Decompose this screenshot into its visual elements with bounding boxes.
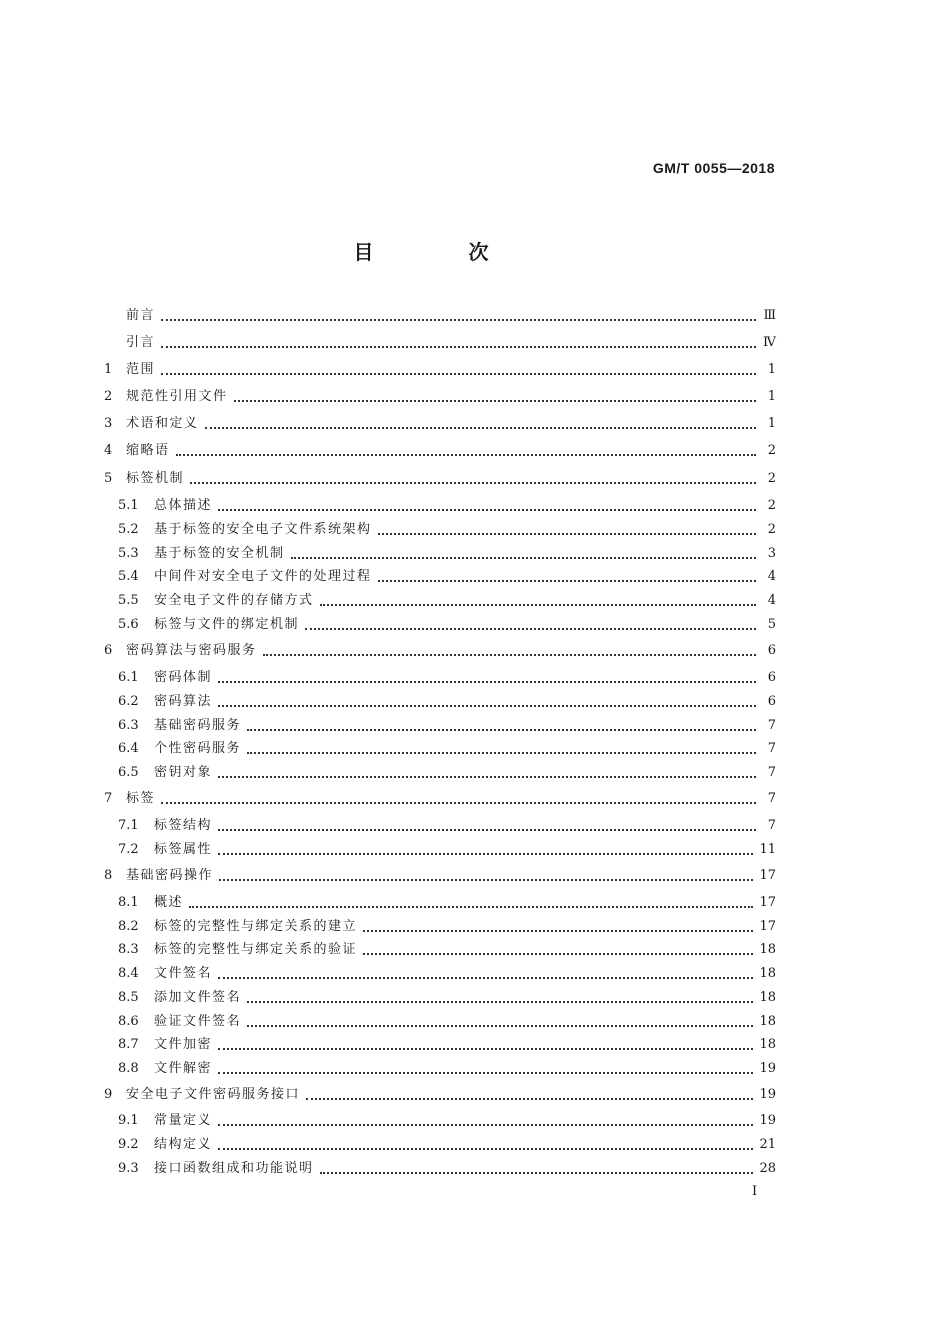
- toc-leader-dots: [161, 372, 756, 375]
- toc-leader-dots: [218, 828, 756, 831]
- toc-entry-label: 个性密码服务: [154, 741, 242, 756]
- toc-leader-dots: [190, 481, 756, 484]
- toc-entry[interactable]: [118, 1037, 776, 1053]
- toc-entry-label: 规范性引用文件: [126, 389, 228, 404]
- toc-entry-number: 8.7: [118, 1037, 139, 1052]
- page-number: I: [752, 1184, 758, 1199]
- toc-entry-label: 验证文件签名: [154, 1014, 242, 1029]
- toc-leader-dots: [320, 1171, 754, 1174]
- toc-entry-label: 密码算法与密码服务: [126, 643, 257, 658]
- toc-entry-number: 4: [104, 443, 113, 458]
- toc-leader-dots: [189, 905, 753, 908]
- toc-entry-label: 安全电子文件密码服务接口: [126, 1087, 301, 1102]
- toc-entry-label: 添加文件签名: [154, 990, 242, 1005]
- toc-entry[interactable]: [118, 842, 776, 858]
- toc-entry-label: 标签机制: [126, 471, 185, 486]
- toc-entry-label: 缩略语: [126, 443, 170, 458]
- toc-entry[interactable]: [118, 546, 776, 562]
- toc-entry-number: 5.1: [118, 498, 139, 513]
- toc-entry-number: 5.3: [118, 546, 139, 561]
- toc-entry-label: 总体描述: [154, 498, 213, 513]
- toc-leader-dots: [378, 579, 756, 582]
- toc-entry-number: 7.2: [118, 842, 139, 857]
- toc-entry-page: 6: [767, 694, 776, 709]
- toc-entry-page: 6: [767, 670, 776, 685]
- toc-entry[interactable]: [118, 818, 776, 834]
- toc-entry-label: 结构定义: [154, 1137, 213, 1152]
- toc-entry-label: 引言: [126, 335, 156, 350]
- toc-entry-number: 6.3: [118, 718, 139, 733]
- toc-entry-label: 范围: [126, 362, 156, 377]
- toc-entry-number: 5.6: [118, 617, 139, 632]
- toc-entry[interactable]: [118, 942, 776, 958]
- toc-entry-number: 6.5: [118, 765, 139, 780]
- toc-entry-number: 6.2: [118, 694, 139, 709]
- toc-entry-label: 密码算法: [154, 694, 213, 709]
- toc-entry-number: 8.5: [118, 990, 139, 1005]
- toc-entry-page: 19: [759, 1113, 776, 1128]
- toc-entry[interactable]: [104, 389, 776, 405]
- toc-entry-page: 3: [767, 546, 776, 561]
- toc-entry[interactable]: [104, 308, 776, 324]
- toc-entry-page: 17: [759, 895, 776, 910]
- toc-entry-number: 5: [104, 471, 113, 486]
- toc-entry-number: 9: [104, 1087, 113, 1102]
- toc-entry[interactable]: [104, 443, 776, 459]
- toc-entry-page: 17: [759, 919, 776, 934]
- toc-entry-page: 19: [759, 1087, 776, 1102]
- toc-entry-page: 2: [767, 471, 776, 486]
- toc-entry-label: 标签结构: [154, 818, 213, 833]
- toc-entry[interactable]: [104, 791, 776, 807]
- toc-entry[interactable]: [104, 416, 776, 432]
- toc-leader-dots: [161, 318, 756, 321]
- toc-entry[interactable]: [118, 670, 776, 686]
- toc-entry-number: 8.2: [118, 919, 139, 934]
- toc-entry[interactable]: [118, 919, 776, 935]
- toc-entry-label: 接口函数组成和功能说明: [154, 1161, 314, 1176]
- toc-entry-label: 概述: [154, 895, 184, 910]
- toc-entry-page: 7: [767, 718, 776, 733]
- toc-entry-page: Ⅲ: [763, 308, 776, 323]
- toc-leader-dots: [219, 878, 753, 881]
- toc-entry[interactable]: [118, 522, 776, 538]
- toc-entry-label: 文件解密: [154, 1061, 213, 1076]
- toc-entry-number: 5.2: [118, 522, 139, 537]
- toc-entry[interactable]: [118, 741, 776, 757]
- toc-leader-dots: [218, 852, 753, 855]
- toc-entry-number: 6.4: [118, 741, 139, 756]
- toc-title: 目 次: [353, 240, 533, 264]
- toc-leader-dots: [378, 532, 756, 535]
- toc-leader-dots: [291, 556, 756, 559]
- toc-entry-label: 密钥对象: [154, 765, 213, 780]
- toc-leader-dots: [218, 1047, 753, 1050]
- toc-entry[interactable]: [104, 471, 776, 487]
- toc-leader-dots: [247, 1024, 753, 1027]
- toc-entry-page: 7: [767, 765, 776, 780]
- toc-entry[interactable]: [104, 335, 776, 351]
- toc-entry-label: 术语和定义: [126, 416, 199, 431]
- toc-entry[interactable]: [118, 593, 776, 609]
- toc-entry-page: 2: [767, 498, 776, 513]
- toc-leader-dots: [218, 1071, 753, 1074]
- toc-entry[interactable]: [118, 694, 776, 710]
- toc-entry-number: 8.4: [118, 966, 139, 981]
- toc-entry-page: 21: [759, 1137, 776, 1152]
- toc-entry-page: 4: [767, 593, 776, 608]
- toc-entry-label: 基础密码操作: [126, 868, 214, 883]
- toc-leader-dots: [234, 399, 756, 402]
- toc-entry-page: 17: [759, 868, 776, 883]
- toc-entry-label: 文件签名: [154, 966, 213, 981]
- toc-entry-label: 常量定义: [154, 1113, 213, 1128]
- toc-leader-dots: [161, 345, 756, 348]
- toc-leader-dots: [247, 751, 756, 754]
- toc-leader-dots: [218, 775, 756, 778]
- toc-leader-dots: [247, 728, 756, 731]
- toc-leader-dots: [363, 952, 753, 955]
- toc-leader-dots: [305, 627, 756, 630]
- toc-entry-label: 标签属性: [154, 842, 213, 857]
- toc-leader-dots: [218, 704, 756, 707]
- toc-entry-page: 2: [767, 443, 776, 458]
- toc-leader-dots: [306, 1097, 753, 1100]
- standard-code: GM/T 0055—2018: [652, 160, 775, 176]
- toc-entry[interactable]: [118, 718, 776, 734]
- toc-leader-dots: [176, 453, 756, 456]
- toc-entry-page: 18: [759, 1014, 776, 1029]
- toc-entry-page: 1: [767, 389, 776, 404]
- toc-entry-number: 9.3: [118, 1161, 139, 1176]
- toc-leader-dots: [263, 653, 756, 656]
- toc-entry-page: 7: [767, 791, 776, 806]
- toc-entry-page: 1: [767, 416, 776, 431]
- toc-entry[interactable]: [118, 895, 776, 911]
- toc-entry-page: 7: [767, 741, 776, 756]
- toc-entry-number: 7: [104, 791, 113, 806]
- toc-leader-dots: [218, 976, 753, 979]
- toc-entry-page: 19: [759, 1061, 776, 1076]
- toc-entry[interactable]: [118, 1014, 776, 1030]
- toc-entry-number: 1: [104, 362, 113, 377]
- toc-entry-number: 9.2: [118, 1137, 139, 1152]
- toc-entry-label: 基础密码服务: [154, 718, 242, 733]
- toc-entry-page: 6: [767, 643, 776, 658]
- toc-entry-page: 7: [767, 818, 776, 833]
- toc-entry[interactable]: [104, 643, 776, 659]
- toc-entry-page: 18: [759, 990, 776, 1005]
- toc-entry-number: 7.1: [118, 818, 139, 833]
- toc-leader-dots: [161, 801, 756, 804]
- toc-entry-label: 前言: [126, 308, 156, 323]
- toc-leader-dots: [320, 603, 756, 606]
- toc-entry-page: 4: [767, 569, 776, 584]
- toc-leader-dots: [218, 1123, 753, 1126]
- toc-entry-number: 8.1: [118, 895, 139, 910]
- toc-entry-number: 8: [104, 868, 113, 883]
- toc-entry-label: 标签的完整性与绑定关系的验证: [154, 942, 358, 957]
- toc-leader-dots: [218, 508, 756, 511]
- toc-entry-label: 标签的完整性与绑定关系的建立: [154, 919, 358, 934]
- toc-entry[interactable]: [118, 1061, 776, 1077]
- toc-entry-number: 8.3: [118, 942, 139, 957]
- toc-entry-number: 6: [104, 643, 113, 658]
- toc-entry-number: 5.4: [118, 569, 139, 584]
- toc-entry-label: 基于标签的安全机制: [154, 546, 285, 561]
- toc-leader-dots: [363, 929, 753, 932]
- toc-entry[interactable]: [118, 1137, 776, 1153]
- toc-entry-label: 中间件对安全电子文件的处理过程: [154, 569, 372, 584]
- toc-entry-page: 28: [759, 1161, 776, 1176]
- toc-entry[interactable]: [118, 966, 776, 982]
- toc-leader-dots: [205, 426, 756, 429]
- toc-entry-page: 18: [759, 966, 776, 981]
- toc-entry[interactable]: [118, 498, 776, 514]
- toc-entry-label: 密码体制: [154, 670, 213, 685]
- toc-entry[interactable]: [104, 1087, 776, 1103]
- toc-entry-label: 标签与文件的绑定机制: [154, 617, 300, 632]
- toc-entry[interactable]: [104, 868, 776, 884]
- toc-entry-page: 18: [759, 942, 776, 957]
- toc-leader-dots: [218, 1147, 753, 1150]
- toc-entry-number: 8.8: [118, 1061, 139, 1076]
- toc-entry[interactable]: [118, 765, 776, 781]
- toc-entry-label: 文件加密: [154, 1037, 213, 1052]
- toc-entry-label: 标签: [126, 791, 156, 806]
- toc-entry-label: 基于标签的安全电子文件系统架构: [154, 522, 372, 537]
- toc-leader-dots: [247, 1000, 753, 1003]
- toc-entry[interactable]: [118, 990, 776, 1006]
- toc-entry[interactable]: [118, 1161, 776, 1177]
- toc-entry-number: 5.5: [118, 593, 139, 608]
- toc-entry-page: 11: [759, 842, 776, 857]
- toc-entry-page: 5: [767, 617, 776, 632]
- toc-entry-page: 1: [767, 362, 776, 377]
- toc-entry-number: 2: [104, 389, 113, 404]
- toc-entry-page: 18: [759, 1037, 776, 1052]
- toc-entry-number: 6.1: [118, 670, 139, 685]
- toc-entry[interactable]: [118, 617, 776, 633]
- toc-entry-page: Ⅳ: [763, 335, 776, 350]
- toc-entry-number: 9.1: [118, 1113, 139, 1128]
- toc-entry-number: 3: [104, 416, 113, 431]
- toc-leader-dots: [218, 680, 756, 683]
- toc-entry-label: 安全电子文件的存储方式: [154, 593, 314, 608]
- toc-entry[interactable]: [118, 569, 776, 585]
- toc-entry[interactable]: [118, 1113, 776, 1129]
- toc-entry-number: 8.6: [118, 1014, 139, 1029]
- toc-entry[interactable]: [104, 362, 776, 378]
- toc-entry-page: 2: [767, 522, 776, 537]
